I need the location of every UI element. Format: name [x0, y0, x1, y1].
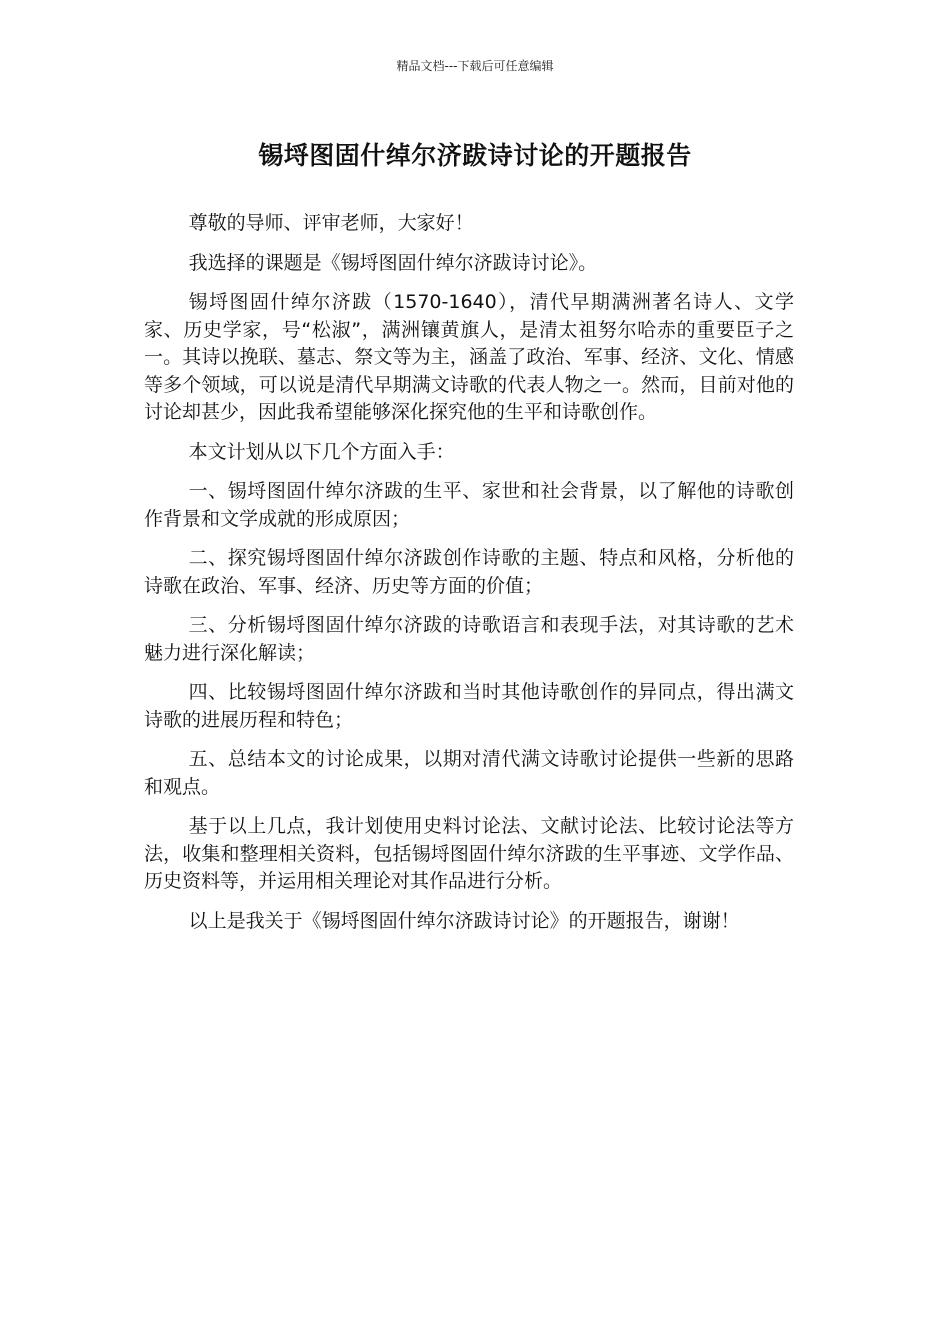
paragraph-greeting: 尊敬的导师、评审老师，大家好！	[188, 212, 474, 234]
paragraph-plan-item-2: 二、探究锡埒图固什绰尔济跋创作诗歌的主题、特点和风格，分析他的诗歌在政治、军事、经济、历史等方面的价值；	[144, 547, 794, 597]
document-title: 锡埒图固什绰尔济跋诗讨论的开题报告	[258, 141, 692, 170]
paragraph-plan-item-4: 四、比较锡埒图固什绰尔济跋和当时其他诗歌创作的异同点，得出满文诗歌的进展历程和特色；	[144, 681, 794, 731]
paragraph-plan-item-1: 一、锡埒图固什绰尔济跋的生平、家世和社会背景，以了解他的诗歌创作背景和文学成就的形成原因；	[144, 480, 794, 530]
paragraph-background: 锡埒图固什绰尔济跋（1570-1640），清代早期满洲著名诗人、文学家、历史学家，号“松淑”，满洲镶黄旗人，是清太祖努尔哈赤的重要臣子之一。其诗以挽联、墓志、祭文等为主，涵盖了政治、军事、经济、文化、情感等多个领域，可以说是清代早期满文诗歌的代表人物之一。然而，目前对他的讨论却甚少，因此我希望能够深化探究他的生平和诗歌创作。	[144, 291, 794, 423]
paragraph-methods: 基于以上几点，我计划使用史料讨论法、文献讨论法、比较讨论法等方法，收集和整理相关资料，包括锡埒图固什绰尔济跋的生平事迹、文学作品、历史资料等，并运用相关理论对其作品进行分析。	[144, 815, 794, 892]
paragraph-plan-intro: 本文计划从以下几个方面入手：	[188, 440, 455, 463]
paragraph-closing: 以上是我关于《锡埒图固什绰尔济跋诗讨论》的开题报告，谢谢！	[188, 909, 740, 932]
paragraph-topic: 我选择的课题是《锡埒图固什绰尔济跋诗讨论》。	[188, 251, 598, 274]
document-body	[144, 210, 794, 947]
page-header: 精品文档---下载后可任意编辑	[396, 59, 554, 73]
paragraph-plan-item-5: 五、总结本文的讨论成果，以期对清代满文诗歌讨论提供一些新的思路和观点。	[144, 748, 794, 798]
paragraph-plan-item-3: 三、分析锡埒图固什绰尔济跋的诗歌语言和表现手法，对其诗歌的艺术魅力进行深化解读；	[144, 614, 794, 664]
